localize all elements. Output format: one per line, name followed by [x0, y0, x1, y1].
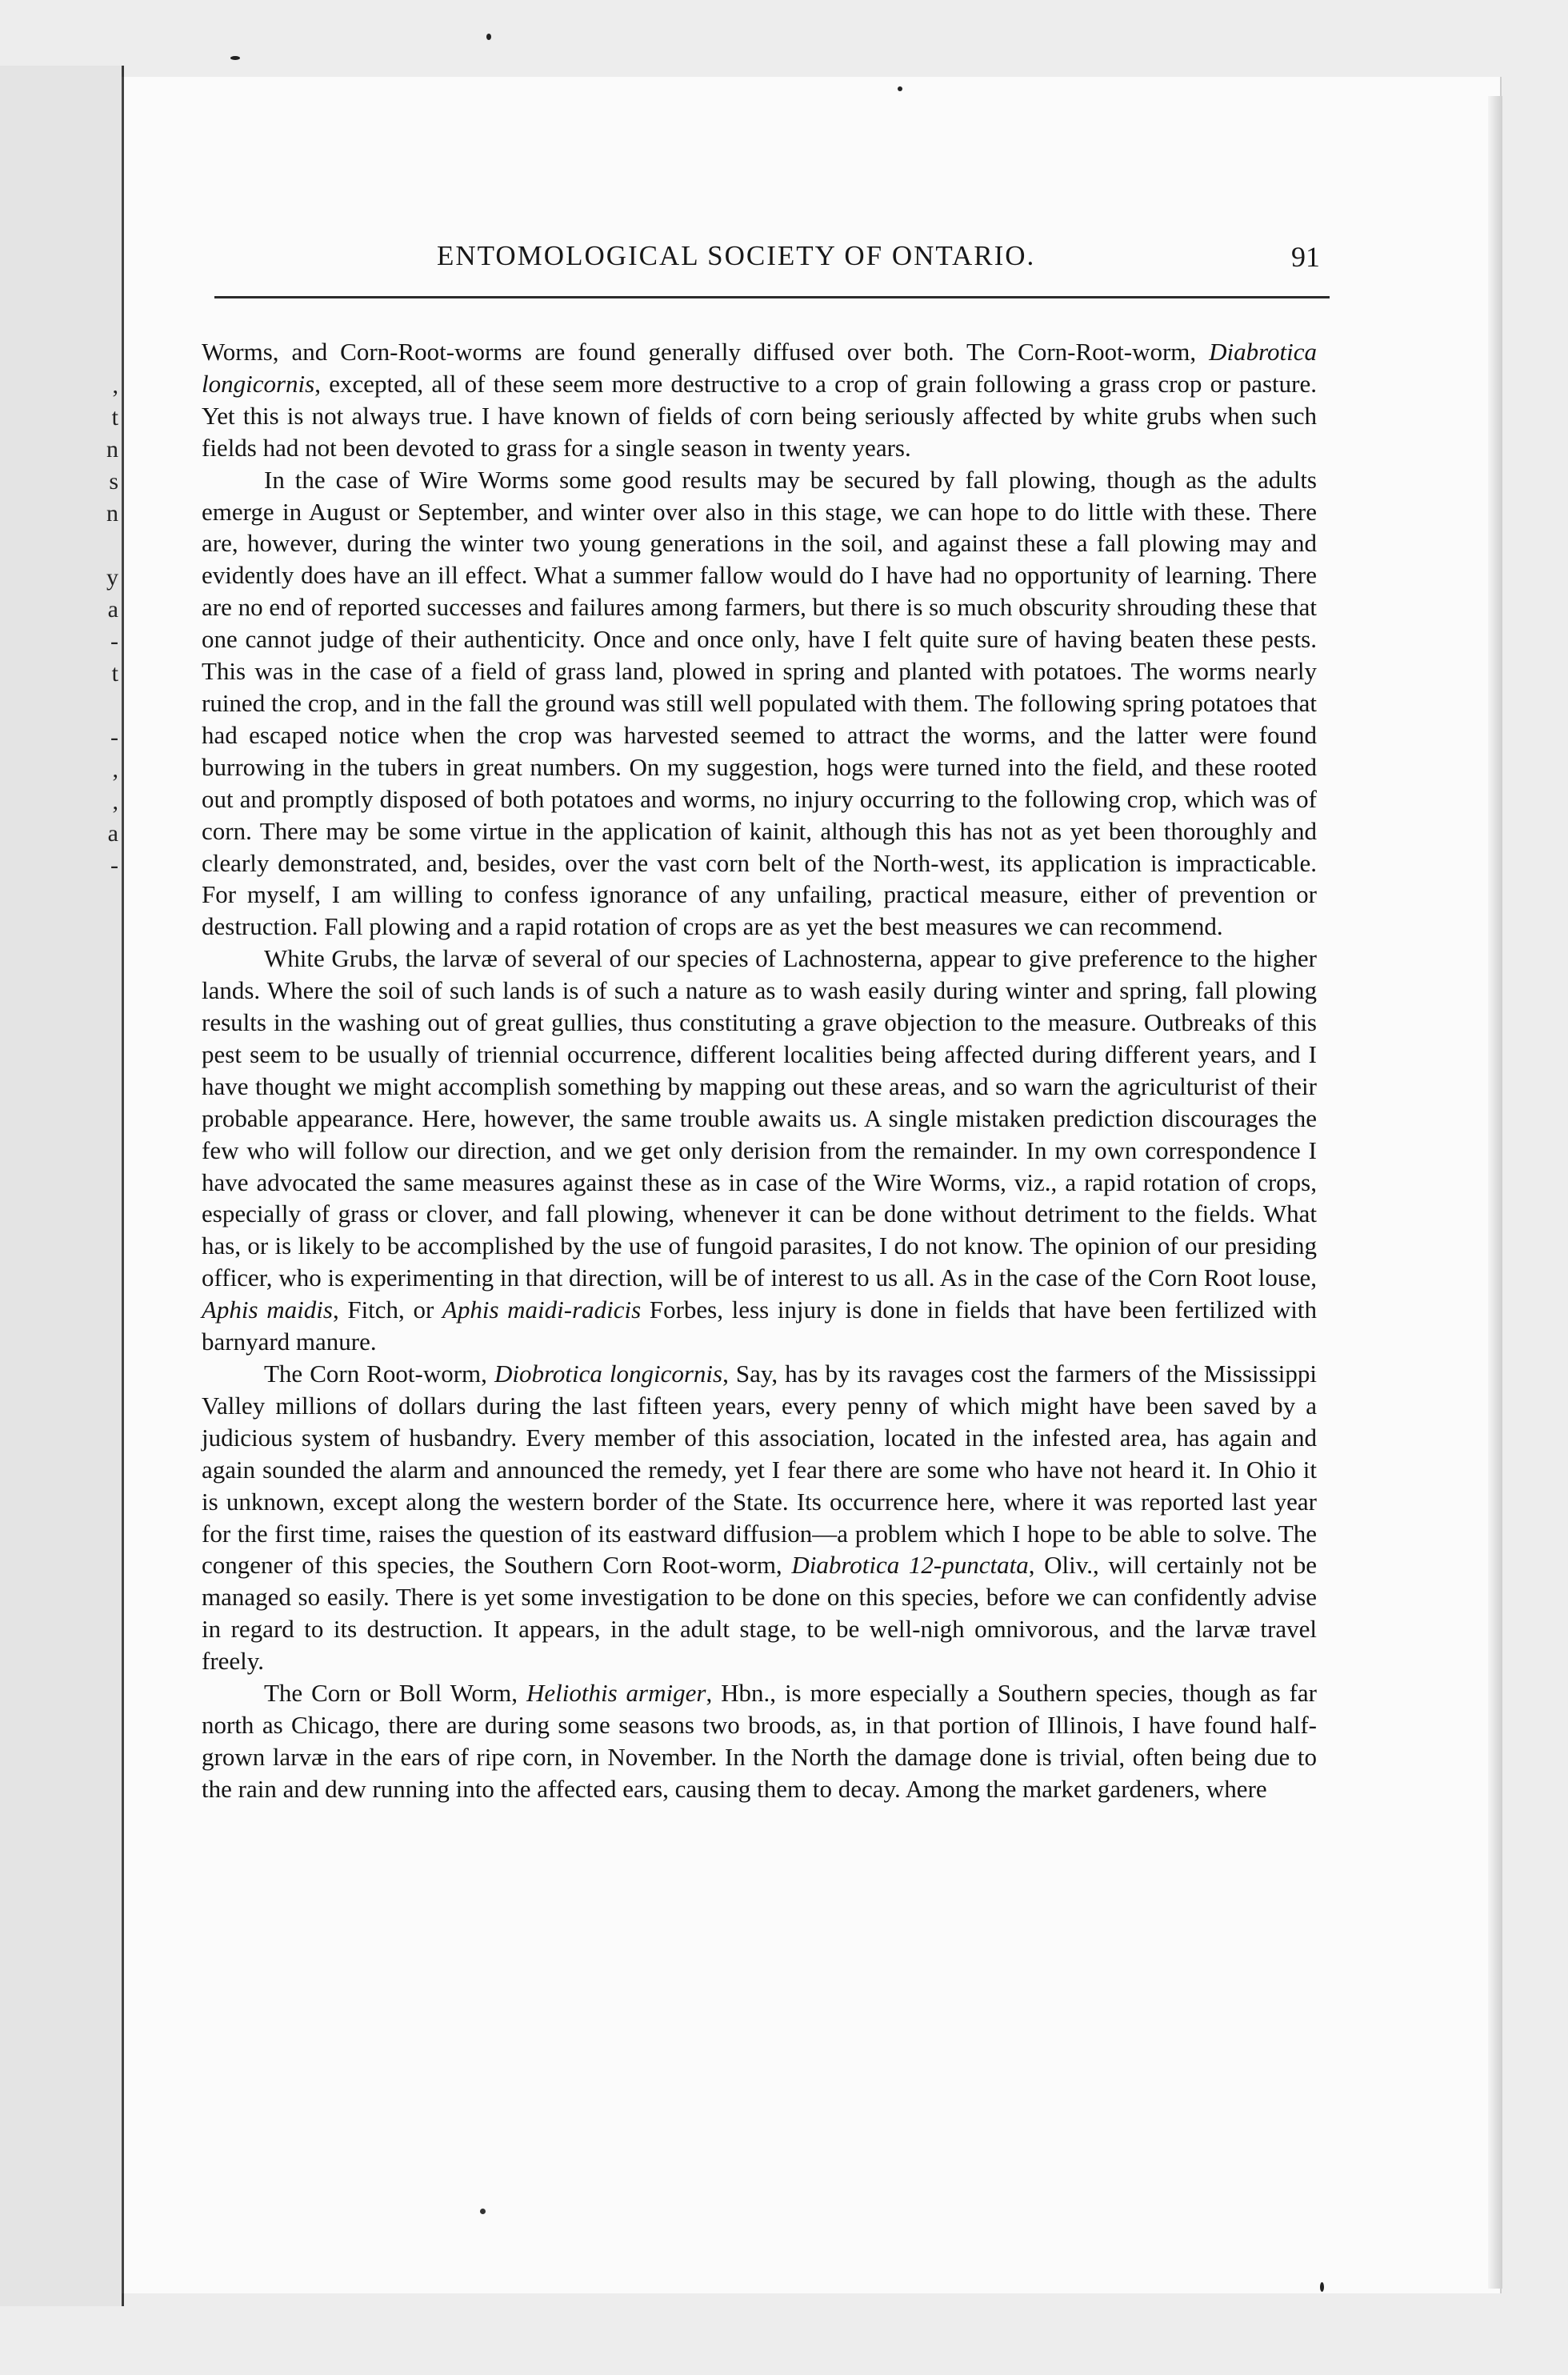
text-run: , Hbn., is more especially a Southern species, though as far north as Chicago, there are during some seasons two broods, as, in that portion of Illinois, I have found half-grown larvæ in the ears of ripe corn, in November. In the North the damage done is trivial, often being due to the rain and dew running into the affected ears, causing them to decay. Among the market gardeners, where [202, 1679, 1317, 1803]
species-name: Heliothis armiger [526, 1679, 706, 1708]
paragraph-p2 [202, 464, 1317, 943]
facing-page-fragment: , [112, 372, 118, 399]
text-run: , Oliv., will certainly not be managed so easily. There is yet some investigation to be done on this species, before we can confidently advise in regard to its destruction. It appears, in the adult stage, to be well-nigh omnivorous, and the larvæ travel freely. [202, 1551, 1317, 1676]
paragraph-p1 [202, 336, 1317, 464]
ink-speck [230, 56, 240, 60]
species-name: Diabrotica longicornis [202, 338, 1317, 398]
paragraph-p3 [202, 943, 1317, 1358]
ink-speck [480, 2209, 486, 2214]
facing-page-fragment: a [107, 820, 118, 847]
facing-page-fragment: y [106, 564, 118, 591]
facing-page-fragment: n [106, 436, 118, 463]
facing-page-fragment: a [107, 596, 118, 623]
facing-page-fragment: , [112, 756, 118, 783]
facing-page-fragment: t [111, 660, 118, 687]
facing-page-fragment: n [106, 500, 118, 527]
facing-page-fragment: t [111, 404, 118, 431]
facing-page-fragment: s [109, 468, 118, 495]
text-run: The Corn Root-worm, [264, 1360, 494, 1388]
page-number: 91 [1291, 241, 1320, 273]
species-name: Diabrotica 12-punctata [791, 1551, 1029, 1580]
species-name: Aphis maidis [202, 1296, 333, 1324]
facing-page-fragment [94, 530, 118, 562]
facing-page-fragment: , [112, 788, 118, 815]
facing-page-fragment: - [110, 628, 118, 655]
paragraph-p5 [202, 1677, 1317, 1805]
text-run: Forbes, less injury is done in fields that have been fertilized with barnyard manure. [202, 1296, 1317, 1356]
facing-page-fragment: - [110, 852, 118, 879]
facing-page-fragment [94, 690, 118, 722]
text-run: , Fitch, or [332, 1296, 442, 1324]
species-name: Aphis maidi-radicis [442, 1296, 642, 1324]
text-run: Worms, and Corn-Root-worms are found generally diffused over both. The Corn-Root-worm, [202, 338, 1210, 366]
body-text [202, 336, 1317, 1805]
text-run: White Grubs, the larvæ of several of our species of Lachnosterna, appear to give preference to the higher lands. Where the soil of such lands is of such a nature as to wash easily during winter and spring, fall plowing results in the washing out of great gullies, thus constituting a grave objection to the measure. Outbreaks of this pest seem to be usually of triennial occurrence, different localities being affected during different years, and I have thought we might accomplish something by mapping out these areas, and so warn the agriculturist of their probable appearance. Here, however, the same trouble awaits us. A single mistaken prediction discourages the few who will follow our direction, and we get only derision from the remainder. In my own correspondence I have advocated the same measures against these as in case of the Wire Worms, viz., a rapid rotation of crops, especially of grass or clover, and fall plowing, whenever it can be done without detriment to the fields. What has, or is likely to be accomplished by the use of fungoid parasites, I do not know. The opinion of our presiding officer, who is experimenting in that direction, will be of interest to us all. As in the case of the Corn Root louse, [202, 944, 1317, 1292]
ink-speck [1320, 2282, 1324, 2292]
facing-page-edge [0, 66, 124, 2306]
header-rule [214, 296, 1330, 298]
species-name: Diobrotica longicornis [494, 1360, 723, 1388]
ink-speck [898, 86, 902, 91]
page-edge-shadow [1488, 96, 1502, 2289]
text-run: , Say, has by its ravages cost the farmers of the Mississippi Valley millions of dollars during the last fifteen years, every penny of which might have been saved by a judicious system of husbandry. Every member of this association, located in the infested area, has again and again sounded the alarm and announced the remedy, yet I fear there are some who have not heard it. In Ohio it is unknown, except along the western border of the State. Its occurrence here, where it was reported last year for the first time, raises the question of its eastward diffusion—a problem which I hope to be able to solve. The congener of this species, the Southern Corn Root-worm, [202, 1360, 1317, 1580]
running-head: ENTOMOLOGICAL SOCIETY OF ONTARIO. [437, 240, 1036, 271]
text-run: The Corn or Boll Worm, [264, 1679, 526, 1708]
facing-page-text-fragments [94, 370, 118, 882]
ink-speck [486, 34, 491, 40]
text-run: In the case of Wire Worms some good results may be secured by fall plowing, though as the adults emerge in August or September, and winter over also in this stage, we can hope to do little with these. There are, however, during the winter two young generations in the soil, and against these a fall plowing may and evidently does have an ill effect. What a summer fallow would do I have had no opportunity of learning. There are no end of reported successes and failures among farmers, but there is so much obscurity shrouding these that one cannot judge of their authenticity. Once and once only, have I felt quite sure of having beaten these pests. This was in the case of a field of grass land, plowed in spring and planted with potatoes. The worms nearly ruined the crop, and in the fall the ground was still well populated with them. The following spring potatoes that had escaped notice when the crop was harvested seemed to attract the worms, and the latter were found burrowing in the tubers in great numbers. On my suggestion, hogs were turned into the field, and these rooted out and promptly disposed of both potatoes and worms, no injury occurring to the following crop, which was of corn. There may be some virtue in the application of kainit, although this has not as yet been thoroughly and clearly demonstrated, and, besides, over the vast corn belt of the North-west, its application is impracticable. For myself, I am willing to confess ignorance of any unfailing, practical measure, either of prevention or destruction. Fall plowing and a rapid rotation of crops are as yet the best measures we can recommend. [202, 465, 1317, 941]
text-run: , excepted, all of these seem more destructive to a crop of grain following a grass crop or pasture. Yet this is not always true. I have known of fields of corn being seriously affected by white grubs when such fields had not been devoted to grass for a single season in twenty years. [202, 369, 1317, 462]
paragraph-p4 [202, 1358, 1317, 1677]
facing-page-fragment: - [110, 724, 118, 751]
